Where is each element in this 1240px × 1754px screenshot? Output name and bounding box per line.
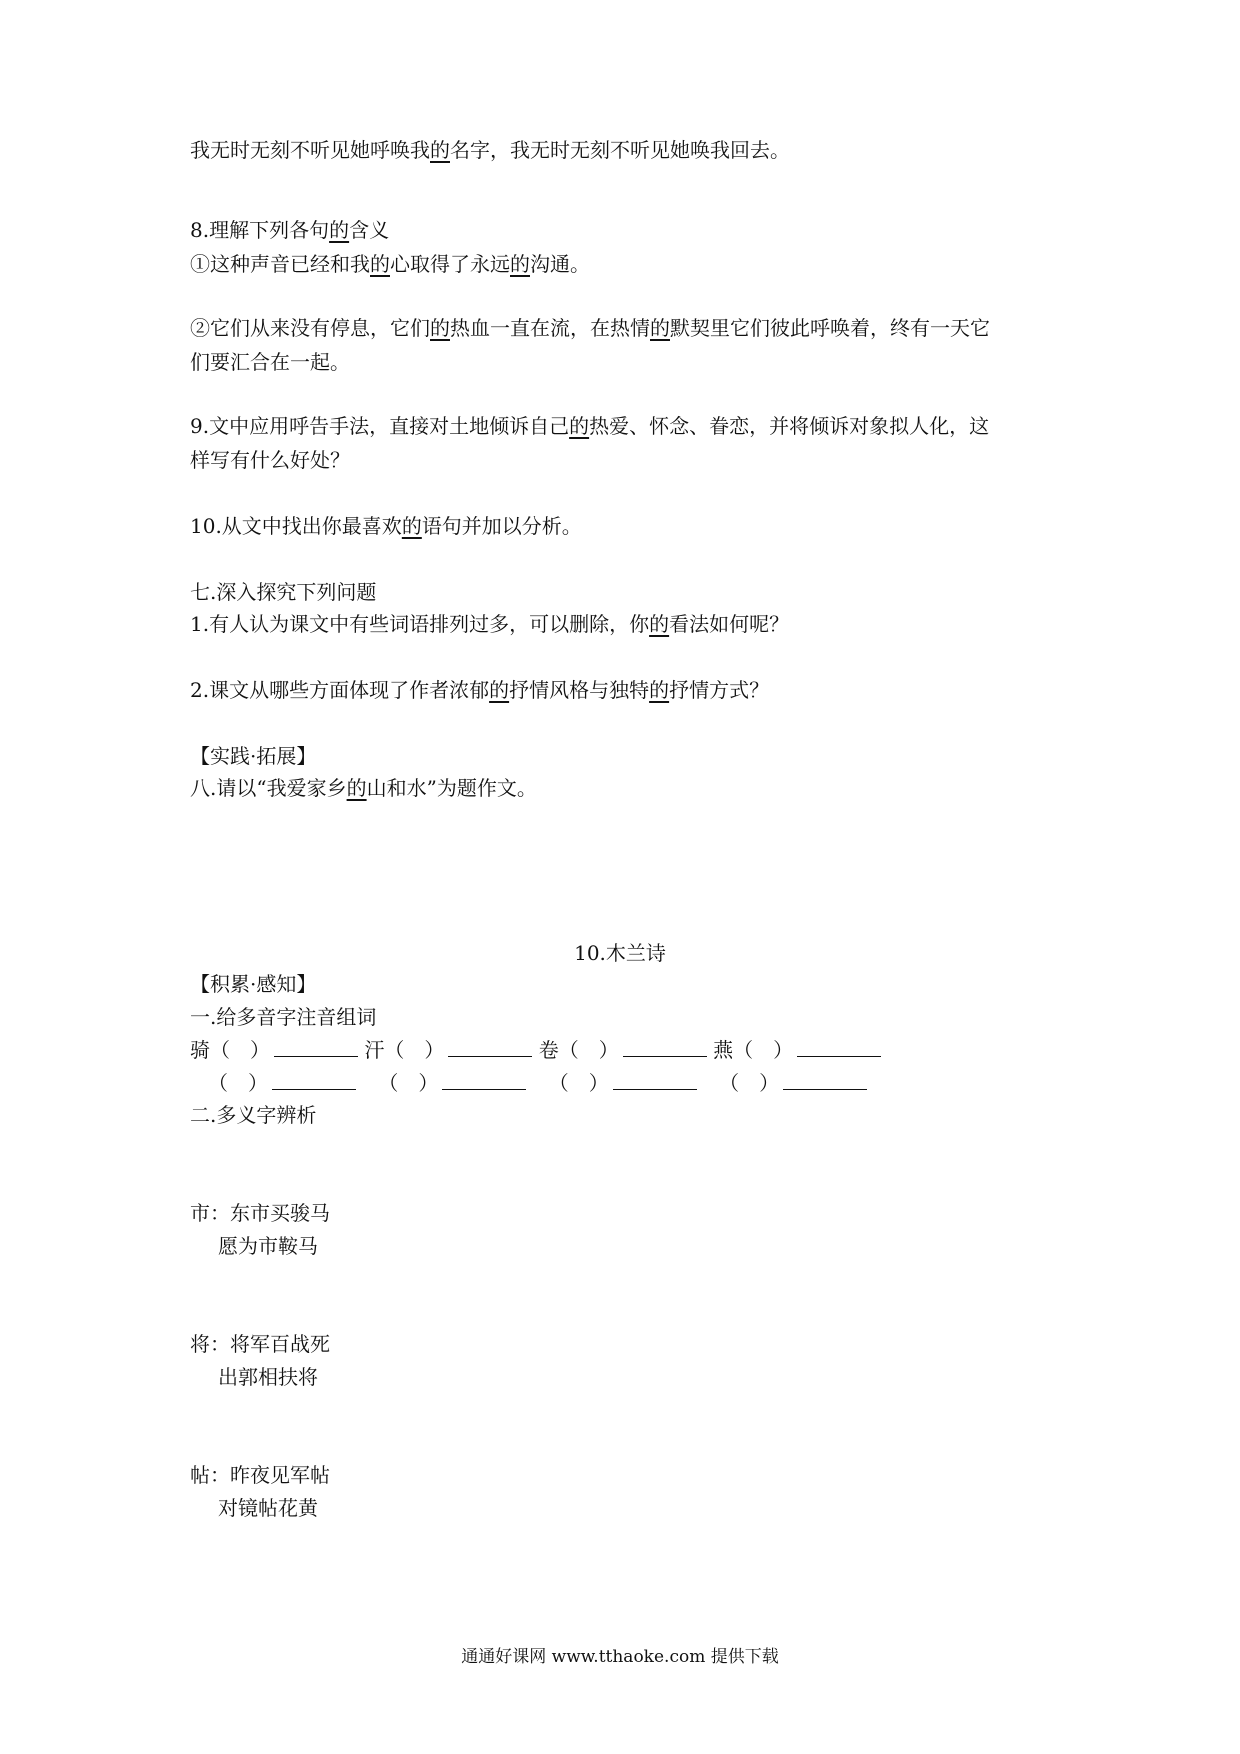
section-8: 八.请以“我爱家乡的山和水”为题作文。: [190, 776, 537, 800]
question-8-item-2-cont: 们要汇合在一起。: [190, 350, 350, 374]
page-footer: 通通好课网 www.tthaoke.com 提供下载: [461, 1647, 779, 1667]
polysemy-example: 愿为市鞍马: [218, 1234, 318, 1258]
polyphone-char: 汗: [364, 1038, 385, 1062]
question-9-cont: 样写有什么好处？: [190, 448, 350, 472]
answer-blank[interactable]: [783, 1069, 867, 1090]
polyphone-char: 卷: [538, 1038, 559, 1062]
answer-blank[interactable]: [448, 1036, 532, 1057]
question-9: 9.文中应用呼告手法，直接对土地倾诉自己的热爱、怀念、眷恋，并将倾诉对象拟人化，这: [190, 414, 990, 438]
answer-blank[interactable]: [442, 1069, 526, 1090]
polysemy-item: 市：东市买骏马: [190, 1201, 330, 1225]
question-10: 10.从文中找出你最喜欢的语句并加以分析。: [190, 514, 582, 538]
section-7-q1: 1.有人认为课文中有些词语排列过多，可以删除，你的看法如何呢？: [190, 612, 790, 636]
lesson-subtitle: 【积累·感知】: [190, 972, 317, 996]
practice-title: 【实践·拓展】: [190, 744, 317, 768]
polysemy-item: 帖：昨夜见军帖: [190, 1463, 330, 1487]
section-7-title: 七.深入探究下列问题: [190, 580, 377, 604]
answer-blank[interactable]: [272, 1069, 356, 1090]
answer-blank[interactable]: [613, 1069, 697, 1090]
answer-blank[interactable]: [797, 1036, 881, 1057]
polysemy-item: 将：将军百战死: [190, 1332, 330, 1356]
polyphone-row-2: （ ） （ ） （ ） （ ）: [208, 1069, 867, 1097]
text-line: 我无时无刻不听见她呼唤我的名字，我无时无刻不听见她唤我回去。: [190, 138, 790, 162]
question-8-item-2: ②它们从来没有停息，它们的热血一直在流，在热情的默契里它们彼此呼唤着，终有一天它: [190, 316, 990, 340]
polyphone-char: 燕: [713, 1038, 734, 1062]
lesson-title: 10.木兰诗: [574, 941, 666, 965]
answer-blank[interactable]: [623, 1036, 707, 1057]
polyphone-question: 一.给多音字注音组词: [190, 1005, 377, 1029]
polysemy-example: 出郭相扶将: [218, 1365, 318, 1389]
question-8: 8.理解下列各句的含义: [190, 218, 390, 242]
polysemy-question: 二.多义字辨析: [190, 1103, 317, 1127]
polyphone-row-1: 骑（ ） 汗（ ） 卷（ ） 燕（ ）: [190, 1036, 881, 1064]
section-7-q2: 2.课文从哪些方面体现了作者浓郁的抒情风格与独特的抒情方式？: [190, 678, 770, 702]
answer-blank[interactable]: [274, 1036, 358, 1057]
polyphone-char: 骑: [190, 1038, 210, 1062]
question-8-item-1: ①这种声音已经和我的心取得了永远的沟通。: [190, 252, 590, 276]
polysemy-example: 对镜帖花黄: [218, 1496, 318, 1520]
